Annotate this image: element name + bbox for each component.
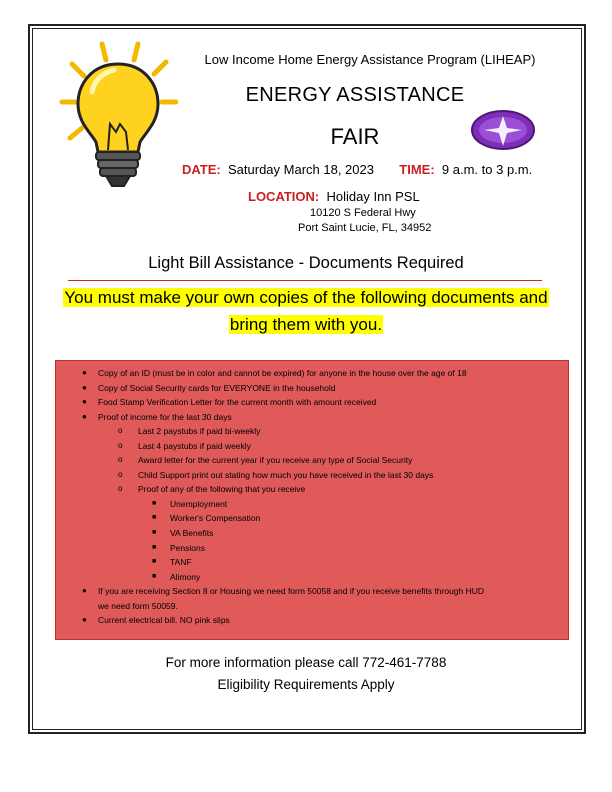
divider-line — [68, 280, 542, 281]
notice-line-2 — [20, 312, 592, 338]
list-item: ● Proof of income for the last 30 days — [56, 410, 568, 425]
list-item: ● If you are receiving Section 8 or Housing we need form 50058 and if you receive benefits through HUD — [56, 584, 568, 599]
program-name: Low Income Home Energy Assistance Program (LIHEAP) — [204, 52, 536, 67]
list-subsubitem: ■ Pensions — [56, 541, 568, 556]
circle-bullet-icon: o — [118, 484, 123, 494]
square-bullet-icon: ■ — [152, 499, 157, 507]
notice-text-1: You must make your own copies of the following documents and — [64, 288, 548, 307]
time-value: 9 a.m. to 3 p.m. — [441, 162, 533, 177]
list-item: ● Current electrical bill. NO pink slips — [56, 613, 568, 628]
bullet-icon: ● — [82, 368, 87, 377]
list-subsubitem: ■ Alimony — [56, 570, 568, 585]
square-bullet-icon: ■ — [152, 514, 157, 522]
date-value: Saturday March 18, 2023 — [228, 162, 374, 177]
time-label: TIME: — [399, 162, 435, 177]
list-subsubitem: ■ Unemployment — [56, 497, 568, 512]
circle-bullet-icon: o — [118, 426, 123, 436]
circle-bullet-icon: o — [118, 469, 123, 479]
organization-logo — [470, 108, 536, 152]
square-bullet-icon: ■ — [152, 543, 157, 551]
square-bullet-icon: ■ — [152, 529, 157, 537]
list-item: ● Copy of Social Security cards for EVERYONE in the household — [56, 381, 568, 396]
location-label: LOCATION: — [248, 189, 320, 204]
bullet-icon: ● — [82, 615, 87, 625]
bullet-icon: ● — [82, 586, 87, 596]
event-title-line2: FAIR — [330, 124, 380, 149]
list-subitem: o Child Support print out stating how much you have received in the last 30 days — [56, 468, 568, 483]
square-bullet-icon: ■ — [152, 558, 157, 566]
list-item: ● Copy of an ID (must be in color and cannot be expired) for anyone in the house over the age of 18 — [56, 366, 568, 381]
documents-list — [56, 366, 568, 628]
notice-text-2: bring them with you. — [229, 315, 383, 334]
list-item: ● Food Stamp Verification Letter for the current month with amount received — [56, 395, 568, 410]
list-subitem: o Proof of any of the following that you receive — [56, 482, 568, 497]
list-subsubitem: ■ TANF — [56, 555, 568, 570]
location-city: Port Saint Lucie, FL, 34952 — [298, 222, 432, 234]
location-name: Holiday Inn PSL — [326, 189, 420, 204]
contact-info: For more information please call 772-461-7788 — [165, 655, 447, 670]
square-bullet-icon: ■ — [152, 572, 157, 580]
list-subsubitem: ■ VA Benefits — [56, 526, 568, 541]
bullet-icon: ● — [82, 382, 87, 392]
list-item-continuation: we need form 50059. — [98, 600, 178, 611]
bullet-icon: ● — [82, 397, 87, 407]
list-subitem: o Award letter for the current year if you receive any type of Social Security — [56, 453, 568, 468]
circle-bullet-icon: o — [118, 455, 123, 465]
section-subtitle: Light Bill Assistance - Documents Required — [148, 254, 464, 272]
date-label: DATE: — [182, 162, 221, 177]
eligibility-note: Eligibility Requirements Apply — [217, 677, 395, 692]
list-subitem: o Last 4 paystubs if paid weekly — [56, 439, 568, 454]
circle-bullet-icon: o — [118, 440, 123, 450]
bullet-icon: ● — [82, 411, 87, 421]
event-title-line1: ENERGY ASSISTANCE — [245, 84, 465, 106]
event-date-time — [182, 162, 532, 177]
list-subsubitem: ■ Worker's Compensation — [56, 511, 568, 526]
location-street: 10120 S Federal Hwy — [310, 207, 416, 219]
notice-line-1 — [20, 285, 592, 311]
location-line — [248, 189, 420, 204]
list-subitem: o Last 2 paystubs if paid bi-weekly — [56, 424, 568, 439]
documents-box — [55, 360, 569, 640]
